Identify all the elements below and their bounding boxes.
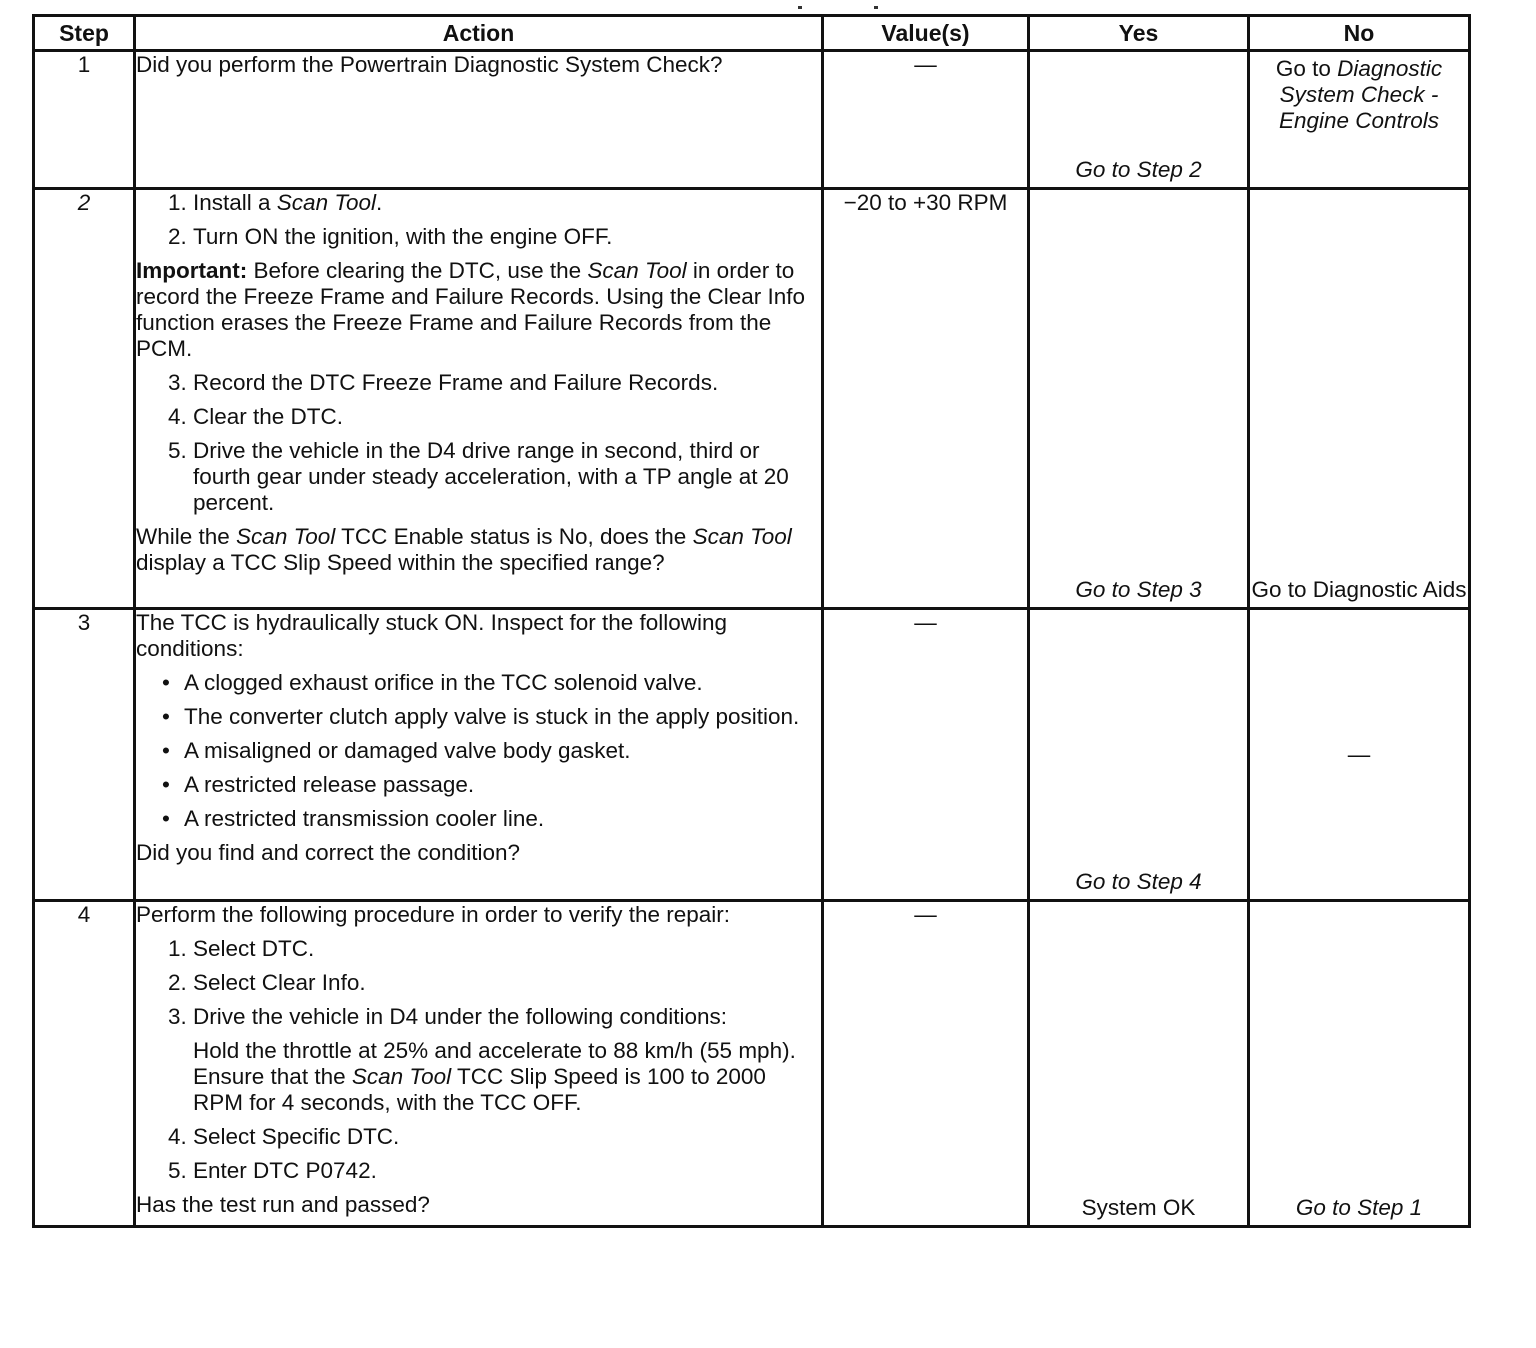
- list-item: • A clogged exhaust orifice in the TCC solenoid valve.: [184, 670, 821, 696]
- yes-cell: [1029, 609, 1249, 901]
- step-number: 4: [34, 901, 135, 1227]
- step-number: 2: [34, 189, 135, 609]
- yes-cell: [1029, 901, 1249, 1227]
- no-cell: [1249, 901, 1470, 1227]
- no-prefix: Go to: [1275, 56, 1331, 81]
- list-item: 3. Drive the vehicle in D4 under the following conditions: Hold the throttle at 25% and accelerate to 88 km/h (55 mph). Ensure that the Scan Tool TCC Slip Speed is 100 to 2000 RPM for 4 seconds, with the TCC OFF.: [193, 1004, 821, 1116]
- list-item: 5. Drive the vehicle in the D4 drive range in second, third or fourth gear under steady acceleration, with a TP angle at 20 percent.: [193, 438, 821, 516]
- value-cell: —: [823, 609, 1029, 901]
- value-cell: —: [823, 901, 1029, 1227]
- list-item: 5. Enter DTC P0742.: [193, 1158, 821, 1184]
- header-step: Step: [34, 16, 135, 51]
- action-question: While the Scan Tool TCC Enable status is No, does the Scan Tool display a TCC Slip Speed within the specified range?: [136, 524, 792, 575]
- step-number: 1: [34, 51, 135, 189]
- value-cell: −20 to +30 RPM: [823, 189, 1029, 609]
- procedure-list: [136, 1124, 821, 1184]
- yes-link[interactable]: Go to Step 2: [1075, 157, 1202, 182]
- action-cell: [135, 901, 823, 1227]
- condition-list: [136, 670, 821, 832]
- action-question: Did you find and correct the condition?: [136, 840, 520, 865]
- no-cell: [1249, 609, 1470, 901]
- no-link-text: Diagnostic System Check - Engine Controls: [1278, 56, 1443, 133]
- list-item: • The converter clutch apply valve is stuck in the apply position.: [184, 704, 821, 730]
- list-item: 1. Select DTC.: [193, 936, 821, 962]
- header-yes: Yes: [1029, 16, 1249, 51]
- step-number: 3: [34, 609, 135, 901]
- no-cell: [1249, 51, 1470, 189]
- no-value: —: [1347, 741, 1371, 767]
- scan-marks: [798, 6, 888, 10]
- action-question: Did you perform the Powertrain Diagnostic System Check?: [136, 52, 723, 77]
- table-row-step-3: [34, 609, 1470, 901]
- table-row-step-1: [34, 51, 1470, 189]
- diagnostic-table: [32, 14, 1471, 1228]
- action-intro: The TCC is hydraulically stuck ON. Inspect for the following conditions:: [136, 610, 728, 661]
- list-item: 1. Install a Scan Tool.: [193, 190, 821, 216]
- yes-link[interactable]: Go to Step 4: [1075, 869, 1202, 894]
- procedure-list: [136, 190, 821, 250]
- list-item: • A restricted release passage.: [184, 772, 821, 798]
- procedure-list: [136, 936, 821, 1116]
- yes-result: System OK: [1081, 1195, 1196, 1220]
- yes-cell: [1029, 51, 1249, 189]
- list-item: • A misaligned or damaged valve body gasket.: [184, 738, 821, 764]
- list-item: 2. Select Clear Info.: [193, 970, 821, 996]
- action-intro: Perform the following procedure in order to verify the repair:: [136, 902, 731, 927]
- list-item: • A restricted transmission cooler line.: [184, 806, 821, 832]
- yes-link[interactable]: Go to Step 3: [1075, 577, 1202, 602]
- action-question: Has the test run and passed?: [136, 1192, 430, 1217]
- no-link[interactable]: [1250, 56, 1468, 134]
- list-item: 3. Record the DTC Freeze Frame and Failure Records.: [193, 370, 821, 396]
- action-cell: [135, 189, 823, 609]
- header-no: No: [1249, 16, 1470, 51]
- no-link[interactable]: Go to Diagnostic Aids: [1251, 577, 1467, 602]
- list-item: 2. Turn ON the ignition, with the engine OFF.: [193, 224, 821, 250]
- table-row-step-2: [34, 189, 1470, 609]
- table-row-step-4: [34, 901, 1470, 1227]
- header-row: [34, 16, 1470, 51]
- action-cell: [135, 609, 823, 901]
- list-item: 4. Clear the DTC.: [193, 404, 821, 430]
- header-values: Value(s): [823, 16, 1029, 51]
- no-link[interactable]: Go to Step 1: [1295, 1195, 1423, 1220]
- no-cell: [1249, 189, 1470, 609]
- important-note: Important: Before clearing the DTC, use the Scan Tool in order to record the Freeze Frame and Failure Records. Using the Clear Info function erases the Freeze Frame and Failure Records from the PCM.: [136, 258, 806, 361]
- procedure-list: [136, 370, 821, 516]
- action-cell: [135, 51, 823, 189]
- list-item: 4. Select Specific DTC.: [193, 1124, 821, 1150]
- procedure-note: Hold the throttle at 25% and accelerate to 88 km/h (55 mph). Ensure that the Scan Tool TCC Slip Speed is 100 to 2000 RPM for 4 seconds, with the TCC OFF.: [193, 1038, 796, 1115]
- yes-cell: [1029, 189, 1249, 609]
- value-cell: —: [823, 51, 1029, 189]
- header-action: Action: [135, 16, 823, 51]
